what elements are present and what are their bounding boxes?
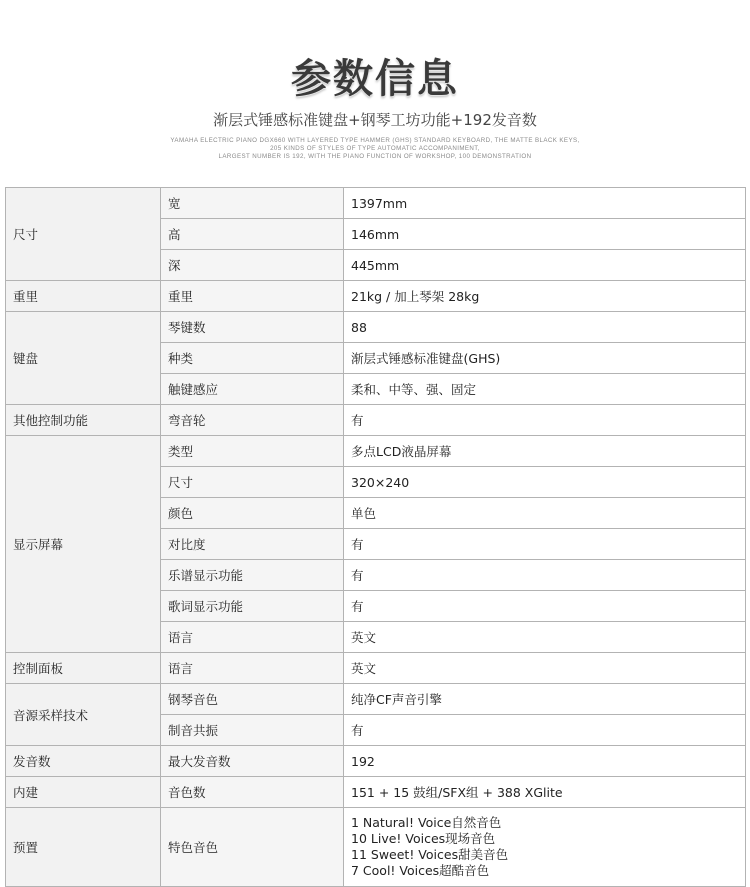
spec-name-keys: 琴键数 [161, 312, 344, 343]
page-title: 参数信息 [291, 56, 459, 102]
page-subtitle: 渐层式锤感标准键盘+钢琴工坊功能+192发音数 [213, 111, 537, 129]
spec-name-score-display: 乐谱显示功能 [161, 560, 344, 591]
spec-name-keyboard-type: 种类 [161, 343, 344, 374]
spec-value-height: 146mm [344, 219, 746, 250]
spec-name-display-type: 类型 [161, 436, 344, 467]
spec-value-voice-count: 151 + 15 鼓组/SFX组 + 388 XGlite [344, 777, 746, 808]
spec-value-touch: 柔和、中等、强、固定 [344, 374, 746, 405]
table-row [6, 684, 746, 715]
spec-value-depth: 445mm [344, 250, 746, 281]
spec-table [5, 187, 746, 887]
table-row [6, 405, 746, 436]
spec-value-pitch-bend: 有 [344, 405, 746, 436]
english-line: LARGEST NUMBER IS 192, WITH THE PIANO FUNCTION OF WORKSHOP, 100 DEMONSTRATION [218, 153, 532, 160]
page-header [0, 0, 750, 187]
spec-value-keyboard-type: 渐层式锤感标准键盘(GHS) [344, 343, 746, 374]
category-size: 尺寸 [6, 188, 161, 281]
spec-value-display-size: 320×240 [344, 467, 746, 498]
category-control-panel: 控制面板 [6, 653, 161, 684]
table-row [6, 281, 746, 312]
english-line: 205 KINDS OF STYLES OF TYPE AUTOMATIC ACCOMPANIMENT, [270, 145, 480, 152]
table-row [6, 808, 746, 887]
spec-name-voice-count: 音色数 [161, 777, 344, 808]
spec-value-panel-language: 英文 [344, 653, 746, 684]
spec-value-width: 1397mm [344, 188, 746, 219]
spec-value-lyrics-display: 有 [344, 591, 746, 622]
spec-value-damper-resonance: 有 [344, 715, 746, 746]
spec-name-piano-voice: 钢琴音色 [161, 684, 344, 715]
category-display: 显示屏幕 [6, 436, 161, 653]
category-keyboard: 键盘 [6, 312, 161, 405]
spec-name-display-size: 尺寸 [161, 467, 344, 498]
spec-name-width: 宽 [161, 188, 344, 219]
spec-name-max-polyphony: 最大发音数 [161, 746, 344, 777]
spec-name-weight: 重里 [161, 281, 344, 312]
table-row [6, 653, 746, 684]
english-line: YAMAHA ELECTRIC PIANO DGX660 WITH LAYERED TYPE HAMMER (GHS) STANDARD KEYBOARD, THE MATTE BLACK KEYS, [170, 137, 580, 144]
featured-voice-line: 10 Live! Voices现场音色 [351, 831, 496, 846]
featured-voice-line: 11 Sweet! Voices甜美音色 [351, 847, 509, 862]
table-row [6, 777, 746, 808]
category-sampling: 音源采样技术 [6, 684, 161, 746]
spec-value-weight: 21kg / 加上琴架 28kg [344, 281, 746, 312]
table-row [6, 312, 746, 343]
spec-name-height: 高 [161, 219, 344, 250]
category-builtin: 内建 [6, 777, 161, 808]
category-weight: 重里 [6, 281, 161, 312]
spec-value-keys: 88 [344, 312, 746, 343]
table-row [6, 436, 746, 467]
spec-value-display-language: 英文 [344, 622, 746, 653]
spec-name-pitch-bend: 弯音轮 [161, 405, 344, 436]
spec-value-score-display: 有 [344, 560, 746, 591]
spec-name-damper-resonance: 制音共振 [161, 715, 344, 746]
spec-name-depth: 深 [161, 250, 344, 281]
category-other-controls: 其他控制功能 [6, 405, 161, 436]
table-row [6, 746, 746, 777]
category-polyphony: 发音数 [6, 746, 161, 777]
spec-name-display-language: 语言 [161, 622, 344, 653]
category-preset: 预置 [6, 808, 161, 887]
spec-value-piano-voice: 纯净CF声音引擎 [344, 684, 746, 715]
spec-value-display-type: 多点LCD液晶屏幕 [344, 436, 746, 467]
featured-voice-line: 7 Cool! Voices超酷音色 [351, 863, 490, 878]
spec-value-max-polyphony: 192 [344, 746, 746, 777]
spec-name-touch: 触键感应 [161, 374, 344, 405]
spec-name-lyrics-display: 歌词显示功能 [161, 591, 344, 622]
table-row [6, 188, 746, 219]
spec-name-contrast: 对比度 [161, 529, 344, 560]
featured-voice-line: 1 Natural! Voice自然音色 [351, 815, 502, 830]
spec-value-contrast: 有 [344, 529, 746, 560]
spec-value-featured-voices [344, 808, 746, 887]
spec-name-featured-voices: 特色音色 [161, 808, 344, 887]
english-description [0, 137, 750, 161]
spec-name-panel-language: 语言 [161, 653, 344, 684]
spec-name-display-color: 颜色 [161, 498, 344, 529]
spec-value-display-color: 单色 [344, 498, 746, 529]
